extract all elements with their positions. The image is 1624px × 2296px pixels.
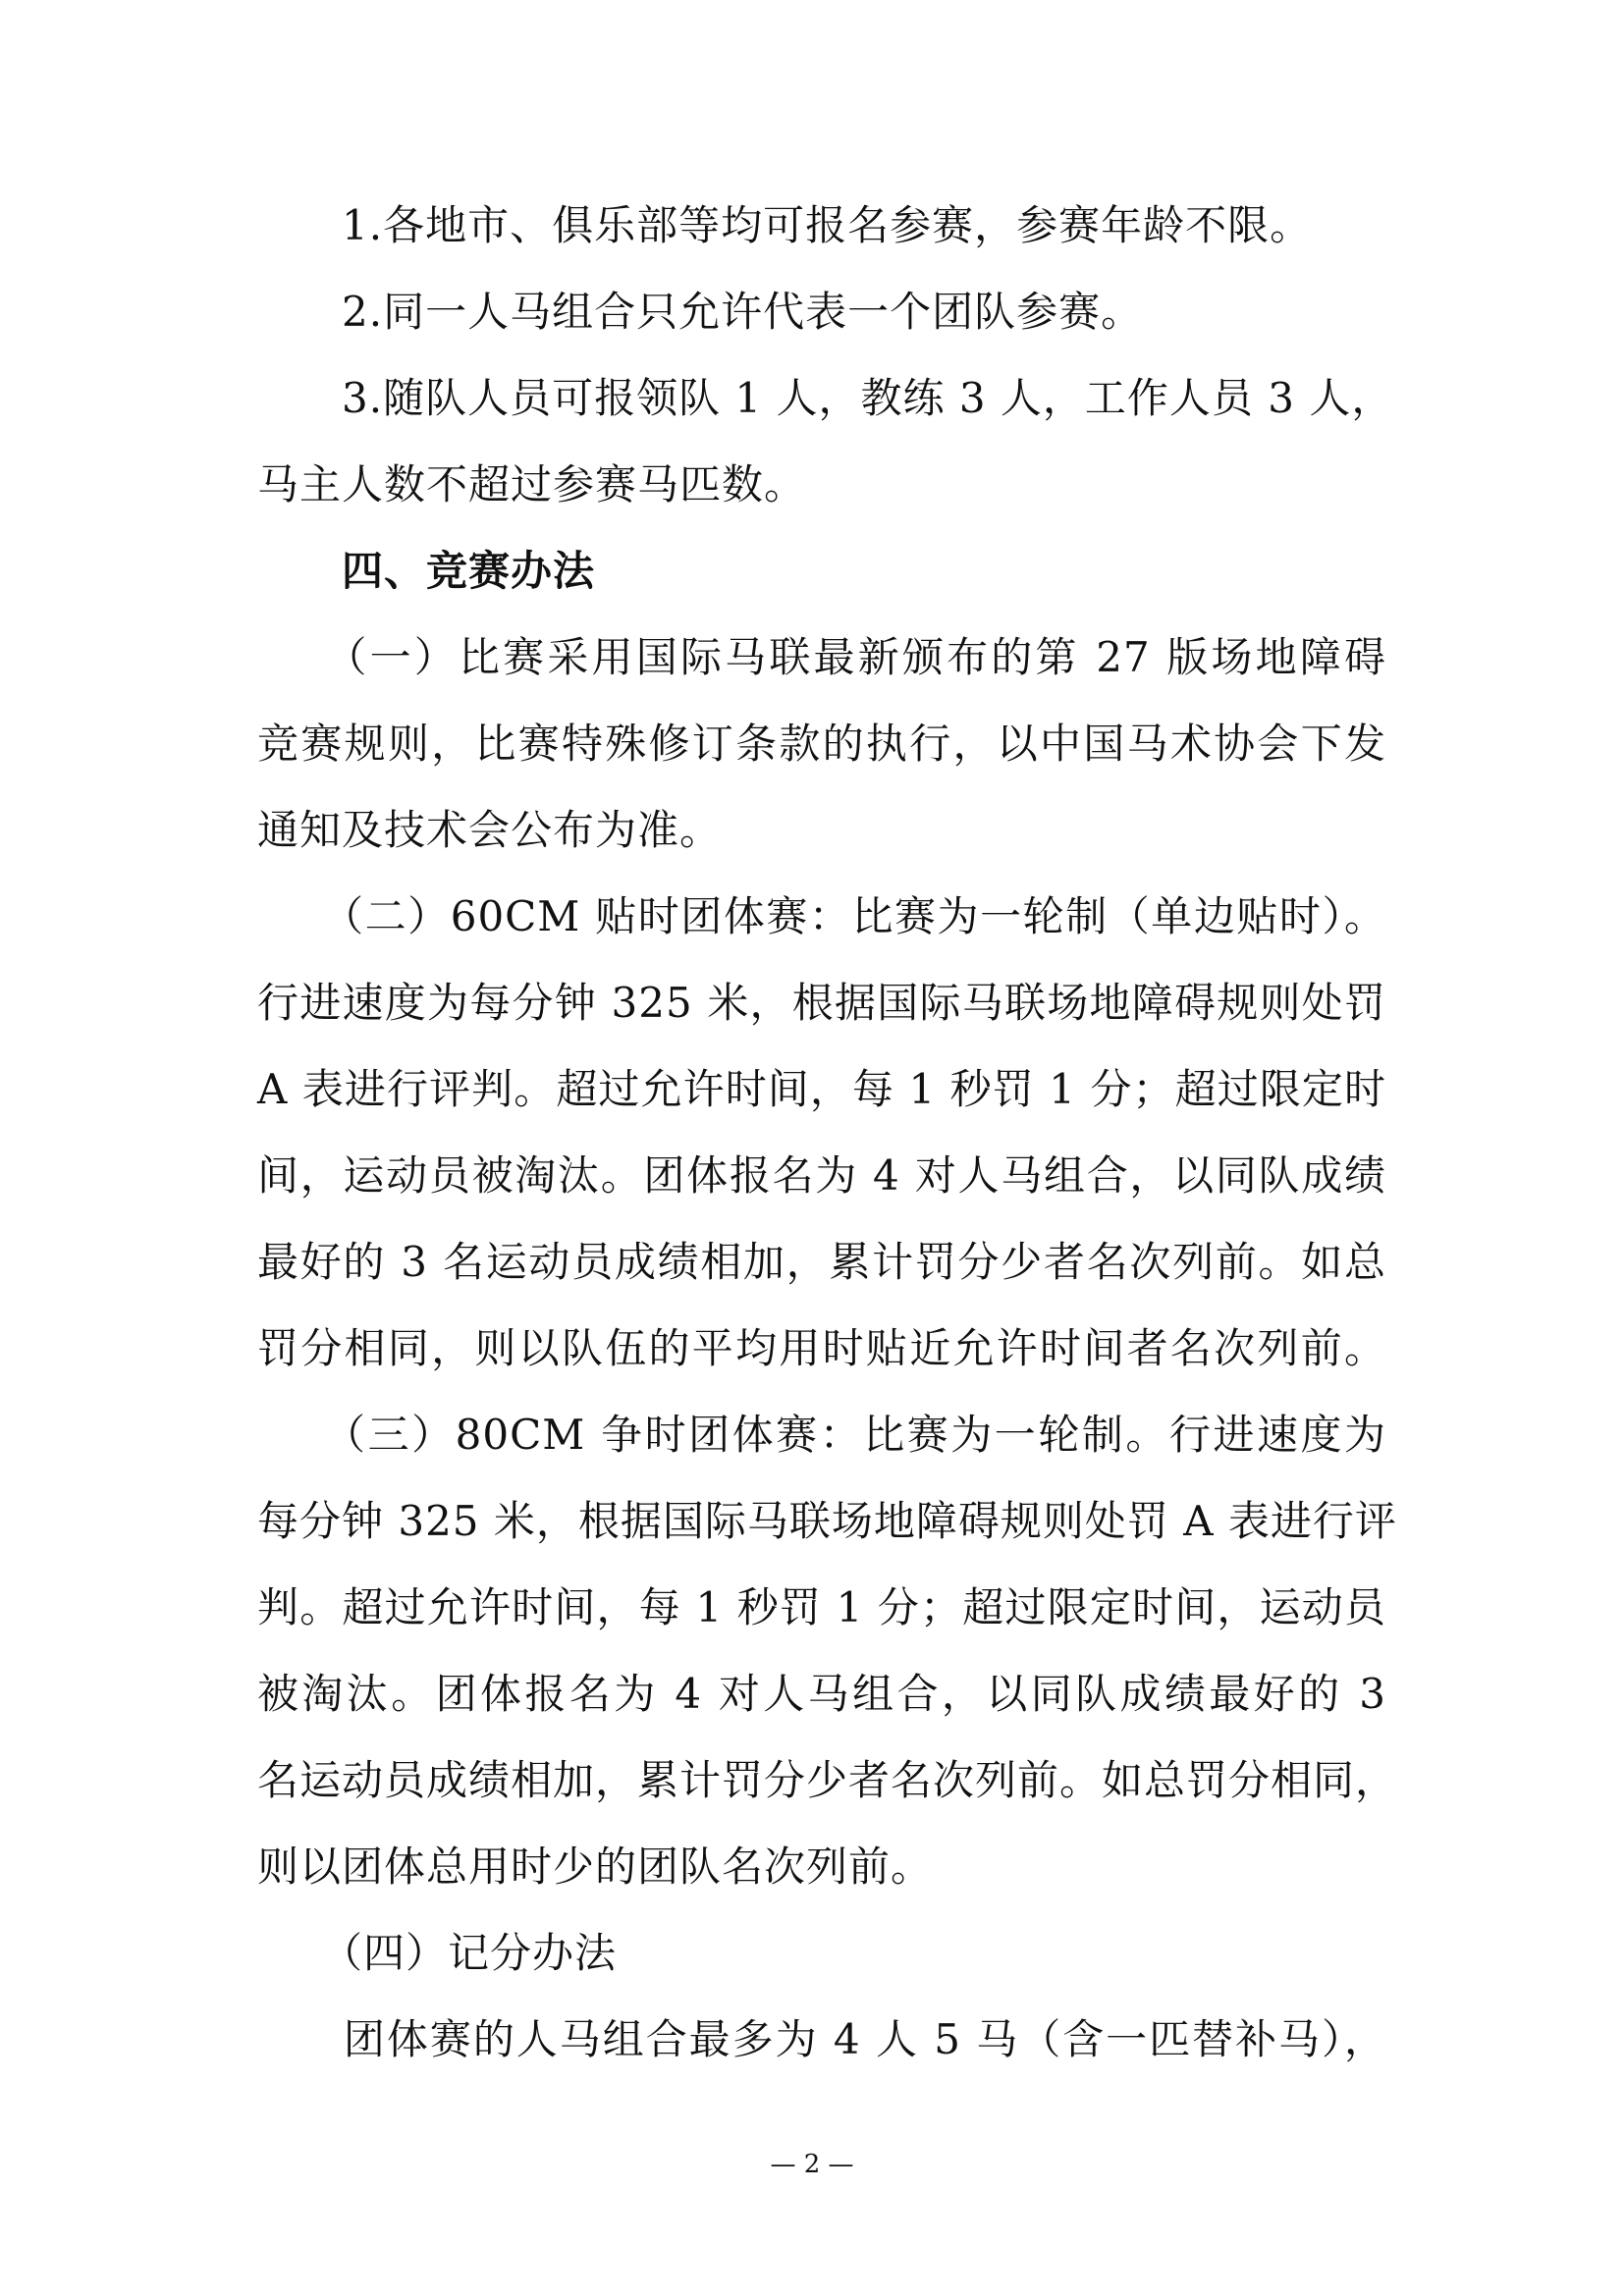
paragraph-line: （四）记分办法 [257,1929,618,1977]
paragraph-line: 每分钟 325 米，根据国际马联场地障碍规则处罚 A 表进行评 [257,1497,1397,1545]
paragraph-line: 2.同一人马组合只允许代表一个团队参赛。 [257,288,1144,336]
paragraph-line: 罚分相同，则以队伍的平均用时贴近允许时间者名次列前。 [257,1324,1386,1372]
paragraph-line: 名运动员成绩相加，累计罚分少者名次列前。如总罚分相同， [257,1756,1398,1804]
paragraph-line: （二）60CM 贴时团体赛：比赛为一轮制（单边贴时）。 [257,892,1386,940]
paragraph-line: A 表进行评判。超过允许时间，每 1 秒罚 1 分；超过限定时 [257,1065,1386,1113]
paragraph-line: 判。超过允许时间，每 1 秒罚 1 分；超过限定时间，运动员 [257,1583,1386,1631]
paragraph-line: 团体赛的人马组合最多为 4 人 5 马（含一匹替补马）， [257,2015,1386,2063]
paragraph-line: 间，运动员被淘汰。团体报名为 4 对人马组合，以同队成绩 [257,1151,1386,1200]
paragraph-line: 1.各地市、俱乐部等均可报名参赛，参赛年龄不限。 [257,201,1313,249]
section-heading: 四、竞赛办法 [257,547,596,595]
paragraph-line: 被淘汰。团体报名为 4 对人马组合，以同队成绩最好的 3 [257,1670,1386,1718]
paragraph-line: 竞赛规则，比赛特殊修订条款的执行，以中国马术协会下发 [257,720,1386,768]
paragraph-line: 通知及技术会公布为准。 [257,806,723,854]
paragraph-line: 马主人数不超过参赛马匹数。 [257,460,807,508]
paragraph-line: 最好的 3 名运动员成绩相加，累计罚分少者名次列前。如总 [257,1238,1386,1286]
paragraph-line: （一）比赛采用国际马联最新颁布的第 27 版场地障碍 [257,633,1386,681]
paragraph-line: （三）80CM 争时团体赛：比赛为一轮制。行进速度为 [257,1411,1386,1459]
paragraph-line: 行进速度为每分钟 325 米，根据国际马联场地障碍规则处罚 [257,979,1386,1027]
page-number: — 2 — [770,2150,854,2179]
paragraph-line: 3.随队人员可报领队 1 人，教练 3 人，工作人员 3 人， [257,374,1394,422]
paragraph-line: 则以团体总用时少的团队名次列前。 [257,1842,934,1891]
